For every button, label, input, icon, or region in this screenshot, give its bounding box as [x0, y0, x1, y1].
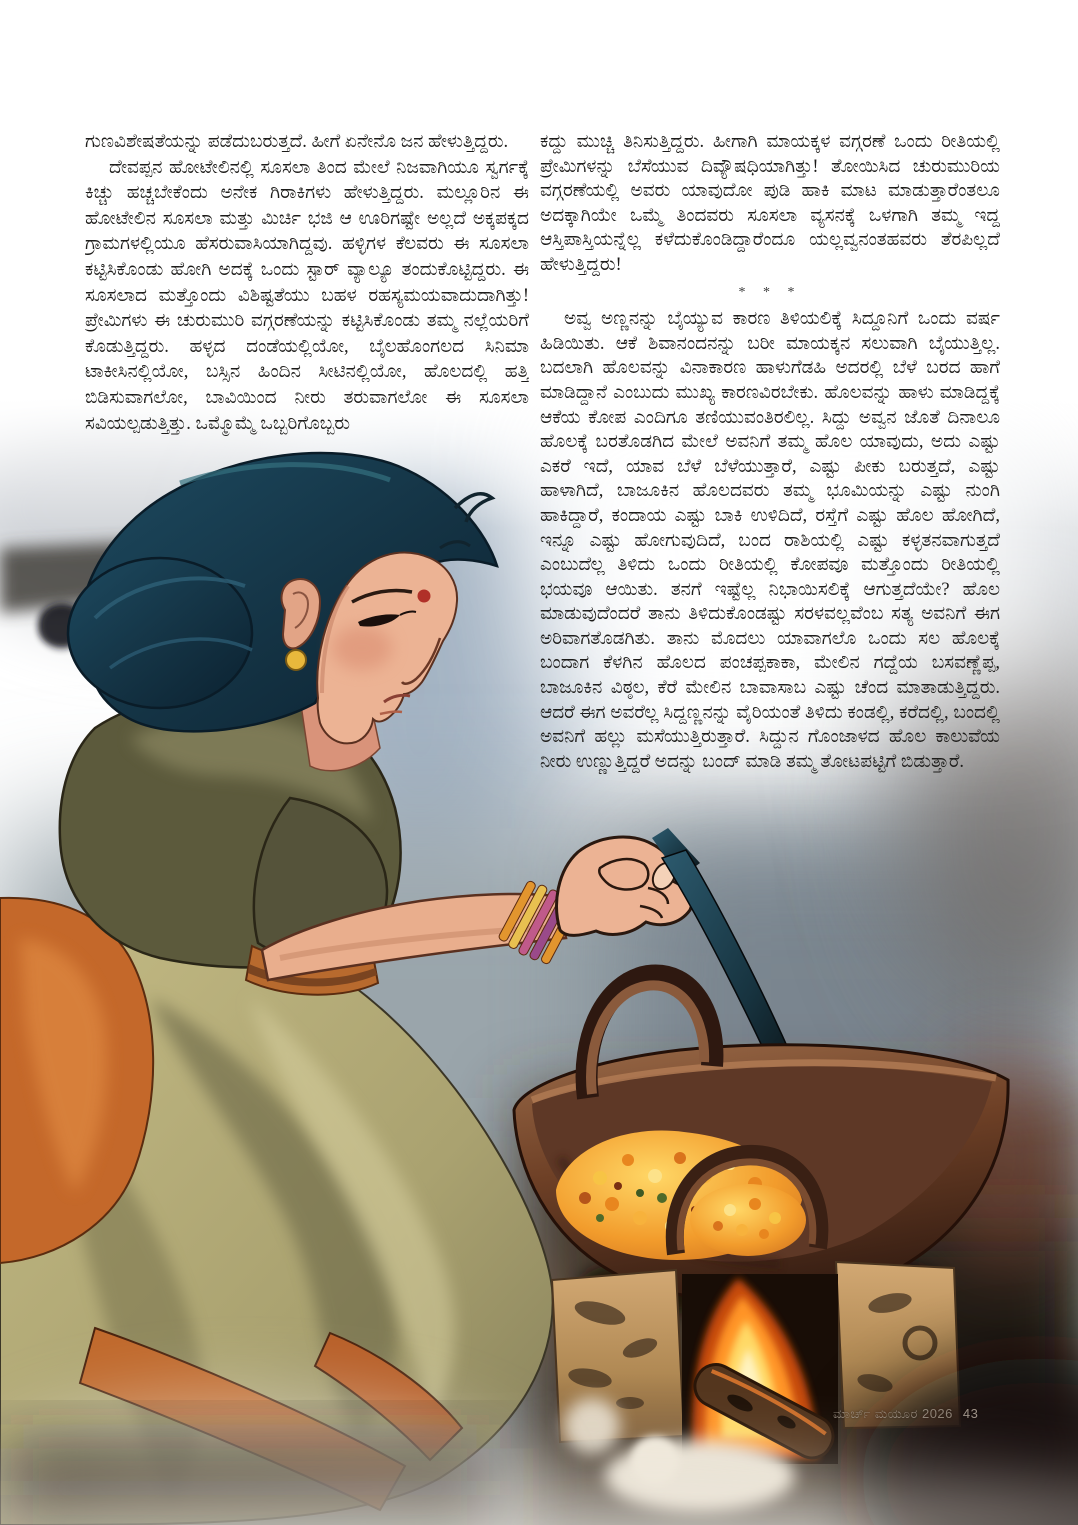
paragraph-devappa-hotel: ದೇವಪ್ಪನ ಹೋಟೇಲಿನಲ್ಲಿ ಸೂಸಲಾ ತಿಂದ ಮೇಲೆ ನಿಜವಾಗಿಯೂ ಸ್ವರ್ಗಕ್ಕೆ ಕಿಚ್ಚು ಹಚ್ಚಬೇಕೆಂದು ಅನೇಕ ಗಿರಾಕಿಗಳು ಹೇಳುತ್ತಿದ್ದರು. ಮಲ್ಲೂರಿನ ಈ ಹೋಟೇಲಿನ ಸೂಸಲಾ ಮತ್ತು ಮಿರ್ಚಿ ಭಜಿ ಆ ಊರಿಗಷ್ಟೇ ಅಲ್ಲದೆ ಅಕ್ಕಪಕ್ಕದ ಗ್ರಾಮಗಳಲ್ಲಿಯೂ ಹೆಸರುವಾಸಿಯಾಗಿದ್ದವು. ಹಳ್ಳಿಗಳ ಕೆಲವರು ಈ ಸೂಸಲಾ ಕಟ್ಟಿಸಿಕೊಂಡು ಹೋಗಿ ಅದಕ್ಕೆ ಒಂದು ಸ್ಟಾರ್ ವ್ಯಾಲ್ಯೂ ತಂದುಕೊಟ್ಟಿದ್ದರು. ಈ ಸೂಸಲಾದ ಮತ್ತೊಂದು ವಿಶಿಷ್ಟತೆಯು ಬಹಳ ರಹಸ್ಯಮಯವಾದುದಾಗಿತ್ತು! ಪ್ರೇಮಿಗಳು ಈ ಚುರುಮುರಿ ವಗ್ಗರಣೆಯನ್ನು ಕಟ್ಟಿಸಿಕೊಂಡು ತಮ್ಮ ನಲ್ಲೆಯರಿಗೆ ಕೊಡುತ್ತಿದ್ದರು. ಹಳ್ಳದ ದಂಡೆಯಲ್ಲಿಯೋ, ಬೈಲಹೊಂಗಲದ ಸಿನಿಮಾ ಟಾಕೀಸಿನಲ್ಲಿಯೋ, ಬಸ್ಸಿನ ಹಿಂದಿನ ಸೀಟಿನಲ್ಲಿಯೋ, ಹೊಲದಲ್ಲಿ ಹತ್ತಿ ಬಿಡಿಸುವಾಗಲೋ, ಬಾವಿಯಿಂದ ನೀರು ತರುವಾಗಲೋ ಈ ಸೂಸಲಾ ಸವಿಯಲ್ಪಡುತ್ತಿತ್ತು. ಒಮ್ಮೊಮ್ಮೆ ಒಬ್ಬರಿಗೊಬ್ಬರು [85, 157, 529, 434]
footer-page-number: 43 [962, 1406, 979, 1421]
ash-lump-2 [564, 1398, 620, 1454]
paragraph-siddu: ಅವ್ವ ಅಣ್ಣನನ್ನು ಬೈಯ್ಯುವ ಕಾರಣ ತಿಳಿಯಲಿಕ್ಕೆ ಸಿದ್ದೂನಿಗೆ ಒಂದು ವರ್ಷ ಹಿಡಿಯಿತು. ಆಕೆ ಶಿವಾನಂದನನ್ನು ಬರೀ ಮಾಯಕ್ಕನ ಸಲುವಾಗಿ ಬೈಯುತ್ತಿಲ್ಲ. ಬದಲಾಗಿ ಹೊಲವನ್ನು ವಿನಾಕಾರಣ ಹಾಳುಗೆಡಹಿ ಅದರಲ್ಲಿ ಬೆಳೆ ಬರದ ಹಾಗೆ ಮಾಡಿದ್ದಾನೆ ಎಂಬುದು ಮುಖ್ಯ ಕಾರಣವಿರಬೇಕು. ಹೊಲವನ್ನು ಹಾಳು ಮಾಡಿದ್ದಕ್ಕೆ ಆಕೆಯ ಕೋಪ ಎಂದಿಗೂ ತಣಿಯುವಂತಿರಲಿಲ್ಲ. ಸಿದ್ದು ಅವ್ವನ ಜೊತೆ ದಿನಾಲೂ ಹೊಲಕ್ಕೆ ಬರತೊಡಗಿದ ಮೇಲೆ ಅವನಿಗೆ ತಮ್ಮ ಹೊಲ ಯಾವುದು, ಅದು ಎಷ್ಟು ಎಕರೆ ಇದೆ, ಯಾವ ಬೆಳೆ ಬೆಳೆಯುತ್ತಾರೆ, ಎಷ್ಟು ಪೀಕು ಬರುತ್ತದೆ, ಎಷ್ಟು ಹಾಳಾಗಿದೆ, ಬಾಜೂಕಿನ ಹೊಲದವರು ತಮ್ಮ ಭೂಮಿಯನ್ನು ಎಷ್ಟು ನುಂಗಿ ಹಾಕಿದ್ದಾರೆ, ಕಂದಾಯ ಎಷ್ಟು ಬಾಕಿ ಉಳಿದಿದೆ, ರಸ್ತೆಗೆ ಎಷ್ಟು ಹೊಲ ಹೋಗಿದೆ, ಇನ್ನೂ ಎಷ್ಟು ಹೋಗುವುದಿದೆ, ಬಂದ ರಾಶಿಯಲ್ಲಿ ಎಷ್ಟು ಕಳ್ಳತನವಾಗುತ್ತದೆ ಎಂಬುದೆಲ್ಲ ತಿಳಿದು ಒಂದು ರೀತಿಯಲ್ಲಿ ಕೋಪವೂ ಮತ್ತೊಂದು ರೀತಿಯಲ್ಲಿ ಭಯವೂ ಆಯಿತು. ತನಗೆ ಇಷ್ಟೆಲ್ಲ ನಿಭಾಯಿಸಲಿಕ್ಕೆ ಆಗುತ್ತದೆಯೇ? ಹೊಲ ಮಾಡುವುದೆಂದರೆ ತಾನು ತಿಳಿದುಕೊಂಡಷ್ಟು ಸರಳವಲ್ಲವೆಂಬ ಸತ್ಯ ಅವನಿಗೆ ಈಗ ಅರಿವಾಗತೊಡಗಿತು. ತಾನು ಮೊದಲು ಯಾವಾಗಲೊ ಒಂದು ಸಲ ಹೊಲಕ್ಕೆ ಬಂದಾಗ ಕೆಳಗಿನ ಹೊಲದ ಪಂಚಪ್ಪಕಾಕಾ, ಮೇಲಿನ ಗದ್ದೆಯ ಬಸವಣ್ಣೆಪ್ಪ, ಬಾಜೂಕಿನ ವಿಠ್ಠಲ, ಕೆರೆ ಮೇಲಿನ ಬಾವಾಸಾಬ ಎಷ್ಟು ಚೆಂದ ಮಾತಾಡುತ್ತಿದ್ದರು. ಆದರೆ ಈಗ ಅವರೆಲ್ಲ ಸಿದ್ದಣ್ಣನನ್ನು ವೈರಿಯಂತೆ ತಿಳಿದು ಕಂಡಲ್ಲಿ, ಕರೆದಲ್ಲಿ, ಬಂದಲ್ಲಿ ಅವನಿಗೆ ಹಲ್ಲು ಮಸೆಯುತ್ತಿರುತ್ತಾರೆ. ಸಿದ್ದುನ ಗೊಂಜಾಳದ ಹೊಲ ಕಾಲುವೆಯ ನೀರು ಉಣ್ಣುತ್ತಿದ್ದರೆ ಅದನ್ನು ಬಂದ್ ಮಾಡಿ ತಮ್ಮ ತೋಟಪಟ್ಟಿಗೆ ಬಿಡುತ್ತಾರೆ. [540, 309, 1000, 772]
right-text-column [540, 130, 1000, 816]
left-text-column [85, 130, 529, 452]
earring [286, 650, 306, 670]
cheek-blush [332, 626, 392, 670]
paragraph-continued: ಗುಣವಿಶೇಷತೆಯನ್ನು ಪಡೆದುಬರುತ್ತದೆ. ಹೀಗೆ ಏನೇನೊ ಜನ ಹೇಳುತ್ತಿದ್ದರು. [85, 132, 509, 152]
paragraph-vaggarane: ಕದ್ದು ಮುಚ್ಚಿ ತಿನಿಸುತ್ತಿದ್ದರು. ಹೀಗಾಗಿ ಮಾಯಕ್ಕಳ ವಗ್ಗರಣೆ ಒಂದು ರೀತಿಯಲ್ಲಿ ಪ್ರೇಮಿಗಳನ್ನು ಬೆಸೆಯುವ ದಿವ್ಯೌಷಧಿಯಾಗಿತ್ತು! ತೋಯಿಸಿದ ಚುರುಮುರಿಯ ವಗ್ಗರಣೆಯಲ್ಲಿ ಅವರು ಯಾವುದೋ ಪುಡಿ ಹಾಕಿ ಮಾಟ ಮಾಡುತ್ತಾರೆಂತಲೂ ಅದಕ್ಕಾಗಿಯೇ ಒಮ್ಮೆ ತಿಂದವರು ಸೂಸಲಾ ವ್ಯಸನಕ್ಕೆ ಒಳಗಾಗಿ ತಮ್ಮ ಇದ್ದ ಆಸ್ತಿಪಾಸ್ತಿಯನ್ನೆಲ್ಲ ಕಳೆದುಕೊಂಡಿದ್ದಾರೆಂದೂ ಯಲ್ಲವ್ವನಂತಹವರು ತೆರಪಿಲ್ಲದೆ ಹೇಳುತ್ತಿದ್ದರು! [540, 132, 1000, 275]
bindi [418, 590, 431, 603]
footer-issue-text: ಮಾರ್ಚ್ ಮಯೂರ 2026 [833, 1406, 953, 1421]
food-mound-2 [690, 1184, 806, 1256]
section-separator: * * * [738, 284, 802, 300]
page-footer [833, 1406, 978, 1422]
